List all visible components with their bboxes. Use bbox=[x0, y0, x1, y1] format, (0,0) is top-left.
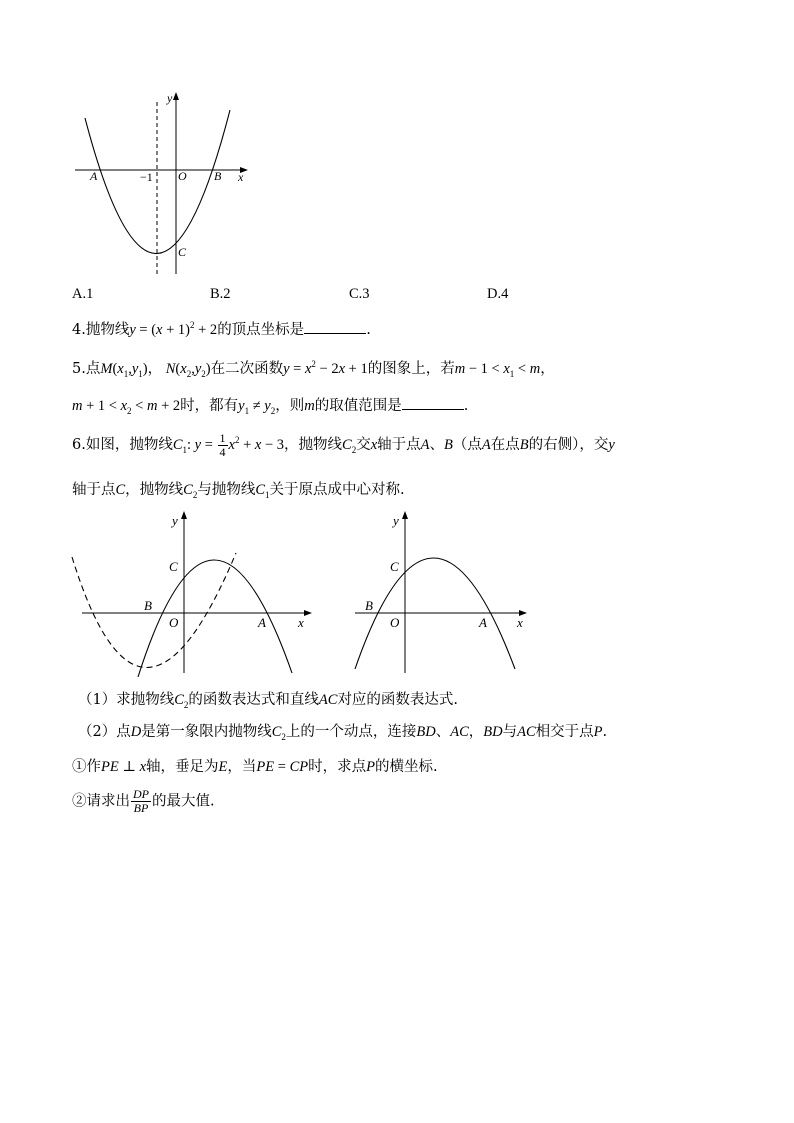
y-axis-label: y bbox=[172, 513, 178, 528]
subquestion-2: ②请求出 $\frac{DP}{BP}$ 的最大值. bbox=[72, 787, 215, 815]
origin-label: O bbox=[169, 615, 179, 630]
point-a-label: A bbox=[90, 169, 98, 183]
question-6-line2: 轴于点C，抛物线$C_2$与抛物线$C_1$关于原点成中心对称. bbox=[72, 482, 405, 500]
parabola-c2-curve bbox=[138, 560, 292, 677]
answer-blank bbox=[304, 321, 366, 334]
fraction-dp-bp: $\frac{DP}{BP}$ bbox=[133, 787, 149, 815]
y-axis-label: y bbox=[167, 91, 173, 105]
option-a: A.1 bbox=[72, 286, 94, 302]
part-1: （1）求抛物线$C_2$的函数表达式和直线AC对应的函数表达式. bbox=[78, 692, 459, 710]
tick-neg1-label: −1 bbox=[140, 170, 153, 184]
answer-blank bbox=[402, 397, 464, 410]
x-axis-label: x bbox=[298, 615, 304, 630]
option-c: C.3 bbox=[349, 286, 370, 302]
subquestion-1: ①作PE ⊥ x轴，垂足为E，当PE = CP时，求点P的横坐标. bbox=[72, 759, 438, 775]
point-a-label: A bbox=[258, 615, 266, 630]
parabola-c1-dashed-curve bbox=[72, 553, 236, 668]
point-c-label: C bbox=[178, 245, 187, 259]
option-b: B.2 bbox=[210, 286, 231, 302]
figure-parabola-c2 bbox=[345, 505, 545, 683]
part-2: （2）点D是第一象限内抛物线$C_2$上的一个动点，连接BD、AC，BD与AC相交于点P. bbox=[78, 724, 608, 742]
y-axis-arrow bbox=[173, 92, 179, 100]
point-c-label: C bbox=[169, 559, 178, 574]
question-6-line1: 6.如图，抛物线$C_1$: y = $\frac{1}{4}$ $x^2 + x - 3$，抛物线$C_2$交x轴于点A、B（点A在点B的右侧），交y bbox=[72, 431, 615, 459]
x-axis-arrow bbox=[304, 610, 312, 616]
question-4: 4.抛物线$y = (x + 1)^2 + 2$的顶点坐标是 . bbox=[72, 320, 371, 338]
point-b-label: B bbox=[144, 598, 152, 613]
question-5-line2: $m + 1 < x_2 < m + 2$时，都有$y_1 \ne y_2$，则m的取值范围是 . bbox=[72, 398, 469, 416]
figure-parabola-1 bbox=[70, 88, 260, 278]
point-b-label: B bbox=[214, 169, 222, 183]
origin-label: O bbox=[178, 169, 187, 183]
y-axis-arrow bbox=[402, 511, 408, 519]
point-b-label: B bbox=[365, 598, 373, 613]
option-d: D.4 bbox=[487, 286, 509, 302]
x-axis-label: x bbox=[517, 615, 523, 630]
figure-parabolas-c1-c2 bbox=[66, 505, 326, 683]
point-a-label: A bbox=[479, 615, 487, 630]
point-c-label: C bbox=[390, 559, 399, 574]
y-axis-label: y bbox=[393, 513, 399, 528]
y-axis-arrow bbox=[181, 511, 187, 519]
origin-label: O bbox=[390, 615, 400, 630]
q4-formula: $y = (x + 1)^2 + 2$ bbox=[129, 320, 218, 338]
question-5-line1: 5.点$M(x_1,y_1)$， $N(x_2,y_2)$在二次函数$y = x^2 - 2x + 1$的图象上，若$m - 1 < x_1 < m$， bbox=[72, 359, 555, 379]
x-axis-label: x bbox=[238, 170, 244, 184]
